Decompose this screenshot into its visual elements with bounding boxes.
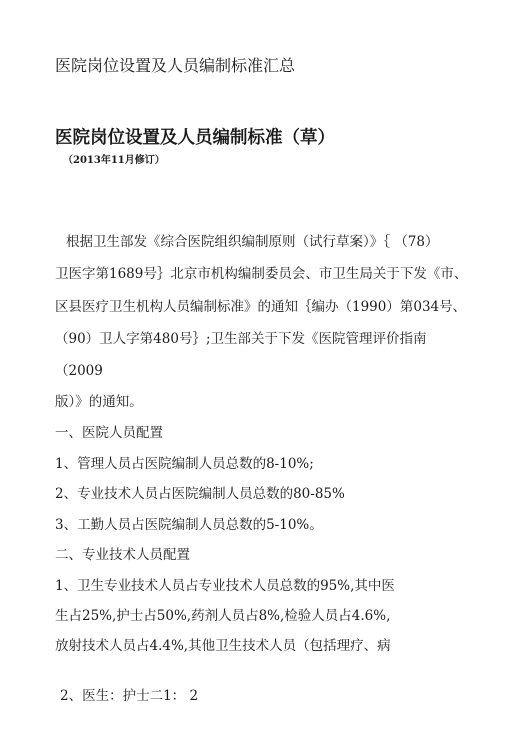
paragraph-line: 区县医疗卫生机构人员编制标准》的通知｛编办（1990）第034号、 [55, 299, 467, 315]
section-title: 二、专业技术人员配置 [55, 547, 190, 563]
paragraph-line: 根据卫生部发《综合医院组织编制原则（试行草案）》｛ （78） [66, 234, 439, 250]
list-item-line: 生占25%,护士占50%,药剂人员占8%,检验人员占4.6%, [55, 608, 391, 624]
paragraph-line: （2009 [55, 363, 103, 379]
paragraph-line: 版）》的通知。 [55, 394, 143, 410]
list-item: 2、专业技术人员占医院编制人员总数的80-85% [55, 486, 345, 502]
document-title: 医院岗位设置及人员编制标准汇总 [55, 56, 296, 75]
paragraph-line: 卫医字第1689号｝北京市机构编制委员会、市卫生局关于下发《市、 [55, 266, 468, 282]
list-item-line: 1、卫生专业技术人员占专业技术人员总数的95%,其中医 [55, 578, 395, 594]
list-item: 3、工勤人员占医院编制人员总数的5-10%。 [55, 517, 323, 533]
list-item: 1、管理人员占医院编制人员总数的8-10%; [55, 456, 314, 472]
section-title: 一、医院人员配置 [55, 425, 163, 441]
paragraph-line: （90）卫人字第480号｝;卫生部关于下发《医院管理评价指南 [55, 331, 427, 347]
revision-note: （2013年11月修订） [63, 155, 165, 166]
list-item: 2、医生：护士二1： 2 [60, 688, 199, 704]
list-item-line: 放射技术人员占4.4%,其他卫生技术人员（包括理疗、病 [55, 638, 391, 654]
section-heading: 医院岗位设置及人员编制标准（草） [55, 128, 335, 148]
